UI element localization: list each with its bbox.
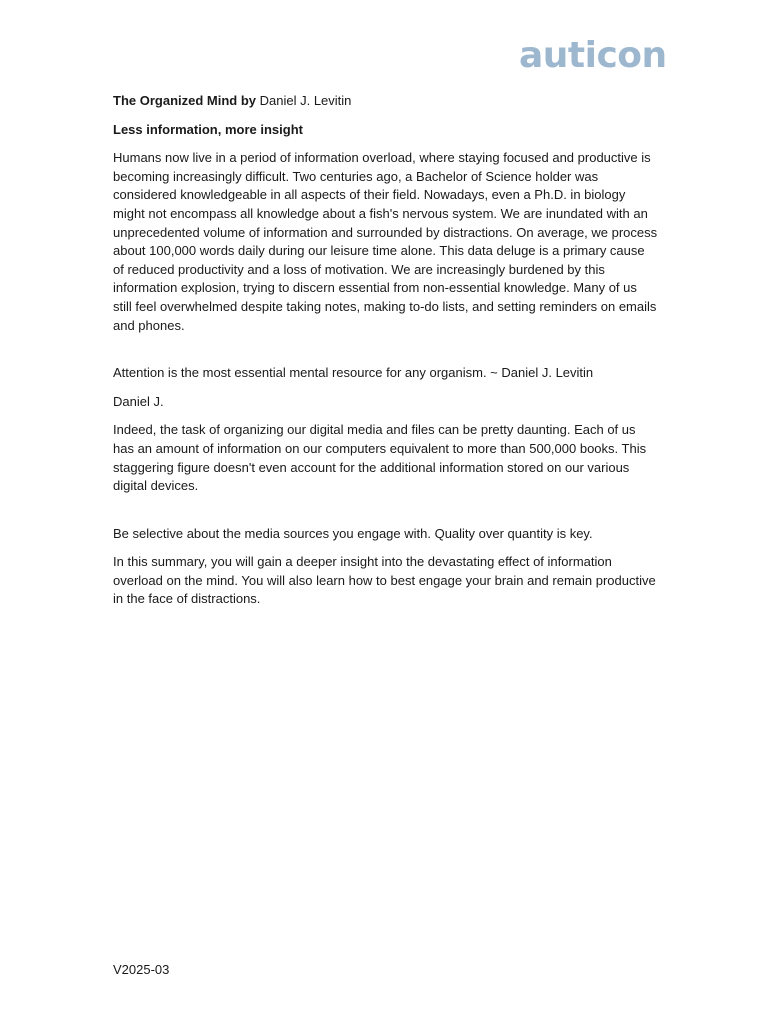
document-title	[113, 92, 658, 111]
auticon-logo: auticon	[519, 35, 667, 76]
paragraph-selective: Be selective about the media sources you engage with. Quality over quantity is key.	[113, 525, 593, 541]
document-subtitle: Less information, more insight	[113, 121, 303, 137]
paragraph-intro: Humans now live in a period of information overload, where staying focused and productive is becoming increasingly difficult. Two centuries ago, a Bachelor of Science holder was considered knowledgeable in all aspects of their field. Nowadays, even a Ph.D. in biology might not encompass all knowledge about a fish's nervous system. We are inundated with an unprecedented volume of information and surrounded by distractions. On average, we process about 100,000 words daily during our leisure time alone. This data deluge is a primary cause of reduced productivity and a loss of motivation. We are increasingly burdened by this information explosion, trying to discern essential from non-essential knowledge. Many of us still feel overwhelmed despite taking notes, making to-do lists, and setting reminders on emails and phones.	[113, 150, 658, 333]
document-body	[113, 92, 658, 619]
paragraph-digital-media: Indeed, the task of organizing our digital media and files can be pretty daunting. Each of us has an amount of information on our computers equivalent to more than 500,000 books. This staggering figure doesn't even account for the additional information stored on our various digital devices.	[113, 422, 647, 494]
quote-text: Attention is the most essential mental resource for any organism. ~ Daniel J. Levitin	[113, 365, 594, 381]
version-label: V2025-03	[113, 962, 170, 977]
book-title: The Organized Mind by	[113, 93, 257, 108]
book-author: Daniel J. Levitin	[259, 93, 352, 108]
paragraph-summary: In this summary, you will gain a deeper insight into the devastating effect of information overload on the mind. You will also learn how to best engage your brain and remain productive in the face of distractions.	[113, 554, 656, 607]
quote-attribution: Daniel J.	[113, 393, 164, 409]
